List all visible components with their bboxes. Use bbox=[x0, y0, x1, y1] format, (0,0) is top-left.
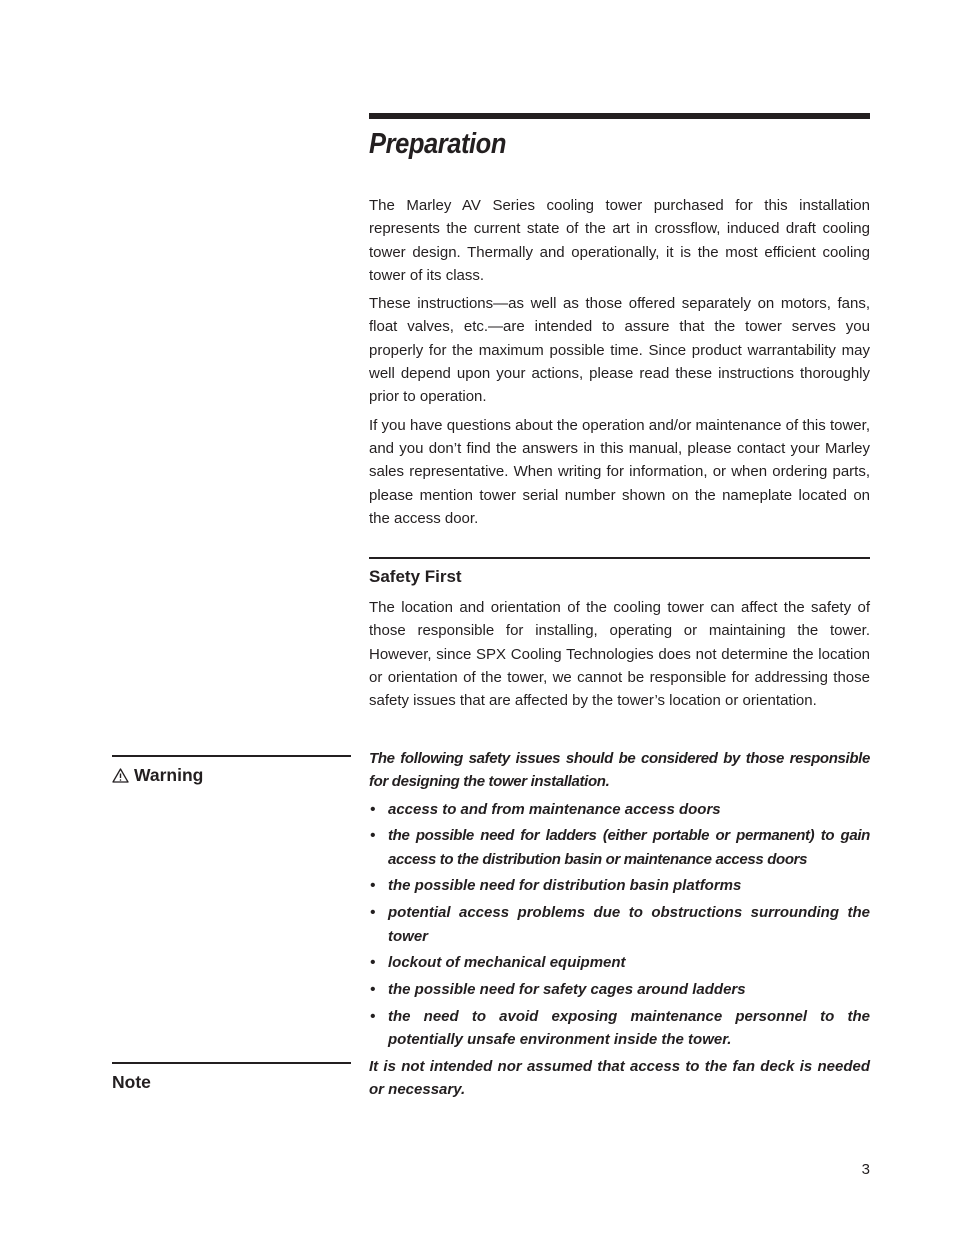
list-item-text: access to and from maintenance access doors bbox=[388, 800, 721, 818]
intro-paragraph-3: If you have questions about the operation and/or maintenance of this tower, and you don’t find the answers in this manual, please contact your Marley sales representative. When writing for information, or when ordering parts, please mention tower serial number shown on the nameplate located on the access door. bbox=[369, 416, 870, 527]
note-text: It is not intended nor assumed that access to the fan deck is needed or necessary. bbox=[369, 1058, 870, 1099]
title-rule bbox=[369, 113, 870, 119]
warning-section bbox=[369, 747, 870, 1055]
intro-section bbox=[369, 194, 870, 535]
note-section bbox=[369, 1055, 870, 1102]
page-number: 3 bbox=[861, 1161, 870, 1178]
list-item bbox=[369, 798, 870, 821]
page-title: Preparation bbox=[369, 128, 506, 160]
list-item bbox=[369, 874, 870, 897]
warning-triangle-icon bbox=[112, 768, 129, 783]
list-item-text: the possible need for ladders (either portable or permanent) to gain access to the distribution basin or maintenance access doors bbox=[388, 827, 870, 868]
bullet-glyph: • bbox=[370, 1007, 376, 1025]
safety-section bbox=[369, 596, 870, 717]
bullet-glyph: • bbox=[370, 981, 376, 999]
bullet-glyph: • bbox=[370, 904, 376, 922]
warning-list bbox=[369, 798, 870, 1052]
warning-intro: The following safety issues should be considered by those responsible for designing the tower installation. bbox=[369, 750, 870, 791]
warning-label-text: Warning bbox=[134, 765, 204, 785]
list-item bbox=[369, 951, 870, 974]
list-item bbox=[369, 824, 870, 871]
safety-heading: Safety First bbox=[369, 567, 462, 586]
safety-section-rule bbox=[369, 557, 870, 559]
list-item-text: the need to avoid exposing maintenance personnel to the potentially unsafe environment inside the tower. bbox=[388, 1007, 870, 1049]
list-item-text: potential access problems due to obstructions surrounding the tower bbox=[388, 904, 870, 945]
bullet-glyph: • bbox=[370, 877, 376, 895]
intro-paragraph-1: The Marley AV Series cooling tower purchased for this installation represents the current state of the art in crossflow, induced draft cooling tower design. Thermally and operationally, it is the most efficient cooling tower of its class. bbox=[369, 197, 870, 284]
bullet-glyph: • bbox=[370, 800, 376, 818]
list-item bbox=[369, 901, 870, 948]
warning-side-rule bbox=[112, 755, 351, 757]
note-label: Note bbox=[112, 1072, 151, 1092]
list-item bbox=[369, 1005, 870, 1052]
safety-paragraph: The location and orientation of the cooling tower can affect the safety of those responsible for installing, operating or maintaining the tower. However, since SPX Cooling Technologies does not determine the location or orientation of the tower, we cannot be responsible for addressing those safety issues that are affected by the tower’s location or orientation. bbox=[369, 599, 870, 710]
note-side-rule bbox=[112, 1062, 351, 1064]
list-item-text: the possible need for safety cages around ladders bbox=[388, 981, 746, 999]
bullet-glyph: • bbox=[370, 954, 376, 972]
list-item bbox=[369, 978, 870, 1001]
list-item-text: lockout of mechanical equipment bbox=[388, 954, 626, 972]
list-item-text: the possible need for distribution basin platforms bbox=[388, 877, 742, 895]
intro-paragraph-2: These instructions—as well as those offered separately on motors, fans, float valves, etc.—are intended to assure that the tower serves you properly for the maximum possible time. Since product warrantability may well depend upon your actions, please read these instructions thoroughly prior to operation. bbox=[369, 295, 870, 406]
bullet-glyph: • bbox=[370, 827, 375, 845]
warning-label bbox=[112, 765, 203, 786]
